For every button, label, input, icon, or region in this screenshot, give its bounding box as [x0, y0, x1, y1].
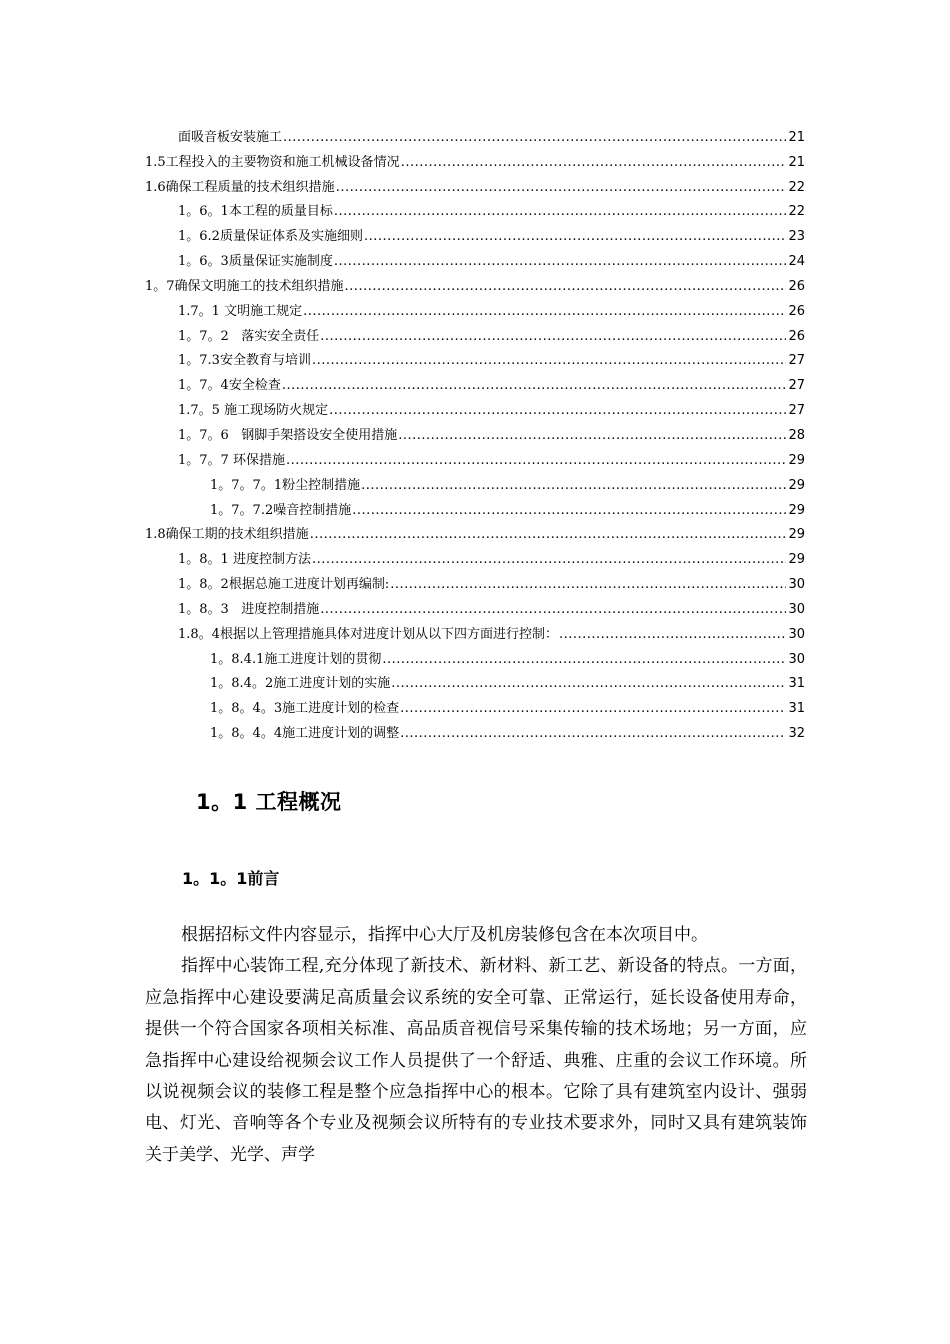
toc-dot-leader: [329, 403, 786, 419]
toc-dot-leader: [382, 652, 786, 668]
toc-entry[interactable]: [0, 348, 950, 373]
toc-entry[interactable]: [0, 323, 950, 348]
toc-entry-title: 1。8.4。2施工进度计划的实施: [210, 676, 391, 692]
toc-entry-title: 1。7。7 环保措施: [178, 452, 285, 468]
toc-dot-leader: [361, 478, 786, 494]
toc-entry-page: 27: [788, 403, 805, 419]
toc-entry-page: 28: [788, 427, 805, 443]
toc-entry-page: 27: [788, 353, 805, 369]
toc-entry[interactable]: [0, 646, 950, 671]
toc-dot-leader: [320, 602, 786, 618]
toc-entry-title: 面吸音板安装施工: [178, 129, 283, 145]
toc-entry-title: 1.7。5 施工现场防火规定: [178, 403, 329, 419]
toc-entry-page: 29: [788, 477, 805, 493]
toc-entry[interactable]: [0, 571, 950, 596]
table-of-contents: [0, 124, 950, 745]
toc-entry[interactable]: [0, 223, 950, 248]
toc-entry-title: 1。6。1本工程的质量目标: [178, 204, 333, 220]
toc-entry-title: 1.5工程投入的主要物资和施工机械设备情况: [145, 154, 400, 170]
toc-entry-title: 1。7。7.2噪音控制措施: [210, 502, 352, 518]
toc-entry-title: 1。7.3安全教育与培训: [178, 353, 311, 369]
toc-dot-leader: [286, 453, 786, 469]
toc-dot-leader: [312, 353, 786, 369]
toc-dot-leader: [401, 155, 786, 171]
toc-entry-title: 1.8确保工期的技术组织措施: [145, 527, 309, 543]
toc-dot-leader: [283, 130, 786, 146]
paragraph-1: 根据招标文件内容显示，指挥中心大厅及机房装修包含在本次项目中。: [181, 925, 708, 945]
toc-entry-page: 31: [788, 701, 805, 717]
toc-entry[interactable]: [0, 522, 950, 547]
body-text: [145, 920, 807, 1171]
section-heading: 1。1 工程概况: [196, 790, 342, 814]
toc-dot-leader: [336, 180, 786, 196]
toc-dot-leader: [282, 378, 786, 394]
toc-entry-title: 1.8。4根据以上管理措施具体对进度计划从以下四方面进行控制：: [178, 626, 558, 642]
toc-entry-page: 29: [788, 552, 805, 568]
toc-entry-title: 1。7确保文明施工的技术组织措施: [145, 278, 344, 294]
toc-entry[interactable]: [0, 596, 950, 621]
toc-dot-leader: [559, 627, 786, 643]
toc-dot-leader: [398, 428, 786, 444]
toc-entry-page: 30: [788, 577, 805, 593]
toc-entry-title: 1。8。4。4施工进度计划的调整: [210, 726, 400, 742]
toc-entry-page: 26: [788, 328, 805, 344]
toc-dot-leader: [390, 577, 786, 593]
toc-entry-title: 1。7。6 钢脚手架搭设安全使用措施: [178, 427, 398, 443]
toc-entry-title: 1.7。1 文明施工规定: [178, 303, 303, 319]
toc-entry-page: 29: [788, 527, 805, 543]
toc-entry[interactable]: [0, 273, 950, 298]
toc-dot-leader: [310, 527, 786, 543]
toc-entry-title: 1。7。7。1粉尘控制措施: [210, 477, 361, 493]
toc-entry-title: 1。6。3质量保证实施制度: [178, 254, 333, 270]
toc-entry[interactable]: [0, 199, 950, 224]
toc-entry[interactable]: [0, 248, 950, 273]
toc-entry-title: 1。7。4安全检查: [178, 378, 281, 394]
toc-entry-title: 1。8.4.1施工进度计划的贯彻: [210, 651, 382, 667]
toc-entry[interactable]: [0, 695, 950, 720]
toc-entry-title: 1。8。3 进度控制措施: [178, 601, 320, 617]
toc-dot-leader: [352, 503, 786, 519]
toc-dot-leader: [334, 204, 786, 220]
toc-dot-leader: [312, 552, 786, 568]
toc-dot-leader: [400, 726, 786, 742]
toc-dot-leader: [334, 254, 786, 270]
toc-entry-page: 32: [788, 726, 805, 742]
toc-dot-leader: [391, 676, 786, 692]
toc-entry-title: 1。7。2 落实安全责任: [178, 328, 320, 344]
toc-entry[interactable]: [0, 422, 950, 447]
toc-entry-page: 30: [788, 651, 805, 667]
toc-entry-title: 1.6确保工程质量的技术组织措施: [145, 179, 335, 195]
toc-entry-page: 21: [788, 154, 805, 170]
toc-entry[interactable]: [0, 174, 950, 199]
toc-dot-leader: [364, 229, 786, 245]
toc-entry-page: 27: [788, 378, 805, 394]
toc-entry-page: 30: [788, 601, 805, 617]
toc-entry[interactable]: [0, 720, 950, 745]
toc-dot-leader: [400, 701, 786, 717]
toc-entry[interactable]: [0, 497, 950, 522]
toc-dot-leader: [345, 279, 786, 295]
toc-entry-title: 1。6.2质量保证体系及实施细则: [178, 229, 363, 245]
toc-entry-title: 1。8。2根据总施工进度计划再编制:: [178, 577, 390, 593]
toc-entry[interactable]: [0, 472, 950, 497]
toc-entry[interactable]: [0, 621, 950, 646]
toc-entry-page: 26: [788, 278, 805, 294]
toc-entry[interactable]: [0, 546, 950, 571]
toc-entry-page: 29: [788, 452, 805, 468]
toc-entry-title: 1。8。1 进度控制方法: [178, 552, 311, 568]
toc-entry-page: 30: [788, 626, 805, 642]
toc-entry-page: 21: [788, 129, 805, 145]
toc-entry[interactable]: [0, 671, 950, 696]
subsection-heading: 1。1。1前言: [182, 869, 280, 888]
toc-entry-title: 1。8。4。3施工进度计划的检查: [210, 701, 400, 717]
toc-entry[interactable]: [0, 149, 950, 174]
toc-dot-leader: [303, 304, 786, 320]
toc-entry[interactable]: [0, 372, 950, 397]
toc-entry-page: 29: [788, 502, 805, 518]
toc-entry[interactable]: [0, 298, 950, 323]
paragraph-2: 指挥中心装饰工程,充分体现了新技术、新材料、新工艺、新设备的特点。一方面，应急指挥中心建设要满足高质量会议系统的安全可靠、正常运行，延长设备使用寿命，提供一个符合国家各项相关标准、高品质音视信号采集传输的技术场地；另一方面，应急指挥中心建设给视频会议工作人员提供了一个舒适、典雅、庄重的会议工作环境。所以说视频会议的装修工程是整个应急指挥中心的根本。它除了具有建筑室内设计、强弱电、灯光、音响等各个专业及视频会议所特有的专业技术要求外，同时又具有建筑装饰关于美学、光学、声学: [145, 956, 807, 1165]
toc-entry-page: 24: [788, 254, 805, 270]
toc-entry-page: 23: [788, 229, 805, 245]
toc-entry-page: 22: [788, 179, 805, 195]
toc-entry[interactable]: [0, 124, 950, 149]
toc-entry-page: 22: [788, 204, 805, 220]
toc-dot-leader: [320, 329, 786, 345]
toc-entry-page: 31: [788, 676, 805, 692]
toc-entry[interactable]: [0, 447, 950, 472]
toc-entry[interactable]: [0, 397, 950, 422]
toc-entry-page: 26: [788, 303, 805, 319]
